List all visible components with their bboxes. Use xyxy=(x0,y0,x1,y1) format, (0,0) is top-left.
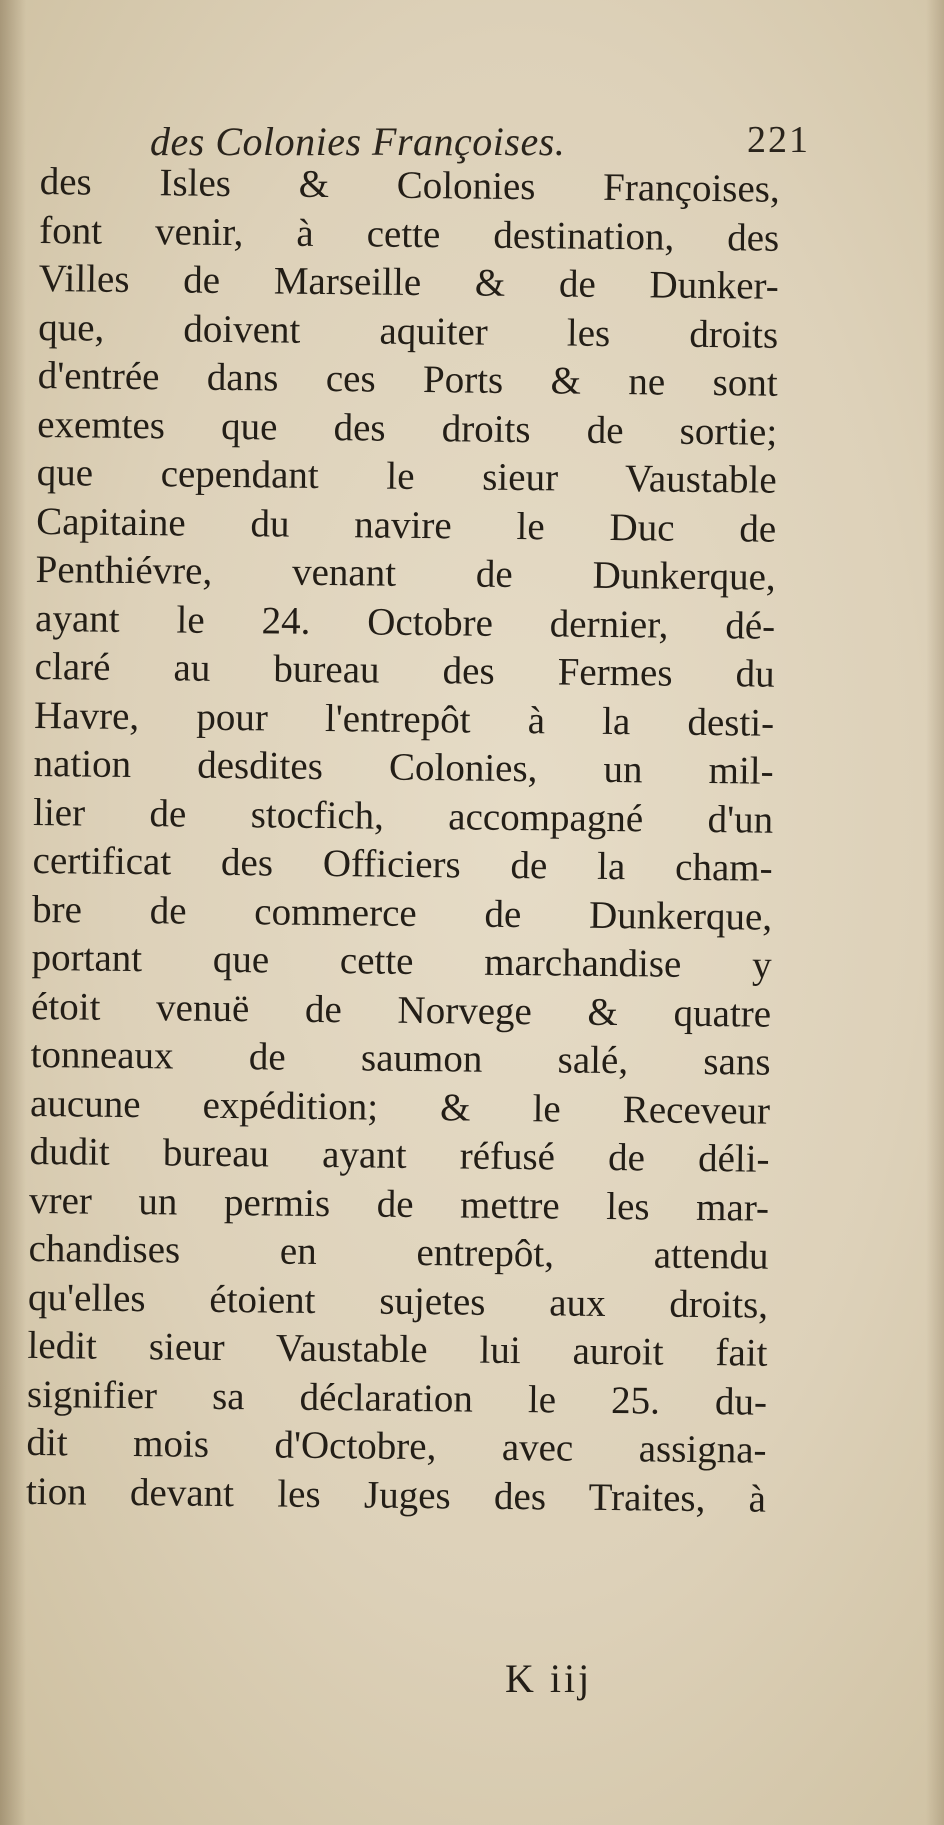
text-line: ayant le 24. Octobre dernier, dé- xyxy=(34,596,776,648)
text-line: font venir, à cette destination, des xyxy=(39,208,780,260)
text-line: aucune expédition; & le Receveur xyxy=(29,1081,771,1133)
page-number: 221 xyxy=(747,119,810,161)
text-line: qu'elles étoient sujetes aux droits, xyxy=(27,1275,769,1327)
text-line: dit mois d'Octobre, avec assigna- xyxy=(26,1420,767,1472)
signature-mark: K iij xyxy=(505,1656,593,1701)
text-line: bre de commerce de Dunkerque, xyxy=(31,887,773,939)
text-line: vrer un permis de mettre les mar- xyxy=(28,1178,770,1230)
text-line: d'entrée dans ces Ports & ne sont xyxy=(37,353,778,405)
text-line: certificat des Officiers de la cham- xyxy=(32,838,773,890)
running-title: des Colonies Françoises. xyxy=(150,119,566,164)
body-text xyxy=(26,158,780,1524)
text-line: ledit sieur Vaustable lui auroit fait xyxy=(27,1323,768,1375)
text-line: signifier sa déclaration le 25. du- xyxy=(26,1372,768,1424)
text-line: portant que cette marchandise y xyxy=(31,935,772,987)
text-line: que cependant le sieur Vaustable xyxy=(36,450,777,502)
text-line: nation desdites Colonies, un mil- xyxy=(33,741,774,793)
text-line: des Isles & Colonies Françoises, xyxy=(39,159,780,211)
text-line: tion devant les Juges des Traites, à xyxy=(25,1469,767,1521)
text-line: exemtes que des droits de sortie; xyxy=(36,402,778,454)
text-line: que, doivent aquiter les droits xyxy=(38,305,779,357)
text-line: claré au bureau des Fermes du xyxy=(34,644,775,696)
text-line: tonneaux de saumon salé, sans xyxy=(30,1032,771,1084)
text-line: dudit bureau ayant réfusé de déli- xyxy=(29,1129,770,1181)
text-line: lier de stocfich, accompagné d'un xyxy=(32,790,774,842)
text-line: Penthiévre, venant de Dunkerque, xyxy=(35,547,776,599)
text-line: chandises en entrepôt, attendu xyxy=(28,1226,769,1278)
text-line: Villes de Marseille & de Dunker- xyxy=(38,256,779,308)
text-line: étoit venuë de Norvege & quatre xyxy=(30,984,772,1036)
text-line: Capitaine du navire le Duc de xyxy=(35,499,777,551)
text-line: Havre, pour l'entrepôt à la desti- xyxy=(33,693,775,745)
